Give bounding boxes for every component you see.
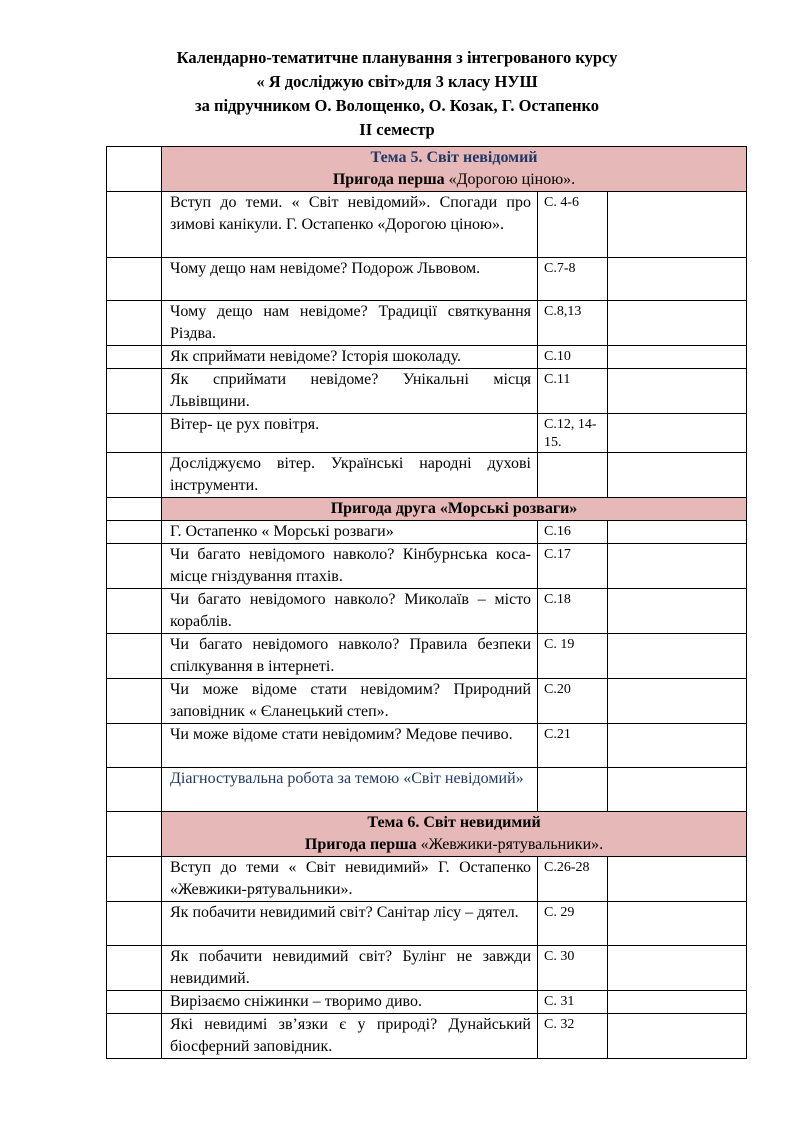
table-row	[107, 991, 747, 1014]
table-row	[107, 453, 747, 498]
pages-cell: С. 19	[538, 634, 608, 679]
pages-cell: С. 32	[538, 1014, 608, 1059]
section-heading	[162, 498, 747, 521]
table-row	[107, 902, 747, 946]
adventure-label: Пригода перша	[332, 171, 445, 188]
number-cell	[107, 724, 162, 768]
table-row	[107, 679, 747, 724]
header-course: « Я досліджую світ»для 3 класу НУШ	[256, 72, 538, 91]
date-cell	[608, 724, 747, 768]
topic-cell: Як сприймати невідоме? Унікальні місця Львівщини.	[162, 369, 538, 414]
topic-cell: Вирізаємо сніжинки – творимо диво.	[162, 991, 538, 1014]
adventure-label: Пригода перша	[304, 836, 417, 853]
number-cell	[107, 544, 162, 589]
number-cell	[107, 589, 162, 634]
header-textbook: за підручником О. Волощенко, О. Козак, Г. Остапенко	[194, 96, 600, 115]
header-semester: ІІ семестр	[359, 120, 435, 139]
date-cell	[608, 521, 747, 544]
theme-title: Тема 5. Світ невідомий	[370, 149, 538, 166]
pages-cell	[538, 453, 608, 498]
number-cell	[107, 768, 162, 812]
table-row	[107, 589, 747, 634]
theme-title: Тема 6. Світ невидимий	[367, 814, 541, 831]
topic-cell: Як побачити невидимий світ? Санітар лісу – дятел.	[162, 902, 538, 946]
table-row	[107, 1014, 747, 1059]
table-row	[107, 724, 747, 768]
pages-cell: С.16	[538, 521, 608, 544]
number-cell	[107, 414, 162, 453]
date-cell	[608, 634, 747, 679]
topic-cell: Як сприймати невідоме? Історія шоколаду.	[162, 346, 538, 369]
pages-cell: С. 31	[538, 991, 608, 1014]
table-row	[107, 369, 747, 414]
table-row	[107, 857, 747, 902]
topic-cell: Діагностувальна робота за темою «Світ невідомий»	[162, 768, 538, 812]
topic-cell: Досліджуємо вітер. Українські народні духові інструменти.	[162, 453, 538, 498]
number-cell	[107, 991, 162, 1014]
topic-cell: Які невидимі зв’язки є у природі? Дунайський біосферний заповідник.	[162, 1014, 538, 1059]
date-cell	[608, 369, 747, 414]
date-cell	[608, 857, 747, 902]
topic-cell: Чи може відоме стати невідомим? Медове печиво.	[162, 724, 538, 768]
date-cell	[608, 946, 747, 991]
date-cell	[608, 544, 747, 589]
number-cell	[107, 147, 162, 192]
topic-cell: Чи багато невідомого навколо? Правила безпеки спілкування в інтернеті.	[162, 634, 538, 679]
topic-cell: Чому дещо нам невідоме? Традиції святкування Різдва.	[162, 301, 538, 346]
section-row-adventure-2	[107, 498, 747, 521]
date-cell	[608, 768, 747, 812]
table-row	[107, 258, 747, 301]
header-title: Календарно-тематитчне планування з інтегрованого курсу	[176, 48, 618, 67]
number-cell	[107, 857, 162, 902]
pages-cell: С.18	[538, 589, 608, 634]
table-row	[107, 768, 747, 812]
table-row	[107, 946, 747, 991]
pages-cell: С.20	[538, 679, 608, 724]
date-cell	[608, 679, 747, 724]
topic-cell: Г. Остапенко « Морські розваги»	[162, 521, 538, 544]
topic-cell: Чи багато невідомого навколо? Миколаїв – місто кораблів.	[162, 589, 538, 634]
topic-cell: Чи може відоме стати невідомим? Природний заповідник « Єланецький степ».	[162, 679, 538, 724]
table-row	[107, 521, 747, 544]
pages-cell: С.17	[538, 544, 608, 589]
pages-cell: С.21	[538, 724, 608, 768]
table-row	[107, 192, 747, 258]
number-cell	[107, 369, 162, 414]
number-cell	[107, 301, 162, 346]
table-row	[107, 301, 747, 346]
number-cell	[107, 453, 162, 498]
section-heading	[162, 812, 747, 857]
pages-cell: С.7-8	[538, 258, 608, 301]
pages-cell	[538, 768, 608, 812]
topic-cell: Вступ до теми. « Світ невідомий». Спогади про зимові канікули. Г. Остапенко «Дорогою ціною».	[162, 192, 538, 258]
date-cell	[608, 414, 747, 453]
pages-cell: С. 29	[538, 902, 608, 946]
date-cell	[608, 991, 747, 1014]
topic-cell: Вітер- це рух повітря.	[162, 414, 538, 453]
number-cell	[107, 679, 162, 724]
number-cell	[107, 498, 162, 521]
date-cell	[608, 453, 747, 498]
planning-table	[106, 146, 747, 1059]
number-cell	[107, 1014, 162, 1059]
pages-cell: С.12, 14-15.	[538, 414, 608, 453]
topic-cell: Чи багато невідомого навколо? Кінбурнська коса- місце гніздування птахів.	[162, 544, 538, 589]
topic-cell: Вступ до теми « Світ невидимий» Г. Остапенко «Жевжики-рятувальники».	[162, 857, 538, 902]
pages-cell: С.8,13	[538, 301, 608, 346]
date-cell	[608, 589, 747, 634]
section-row-theme-5	[107, 147, 747, 192]
document-header	[0, 46, 794, 142]
section-row-theme-6	[107, 812, 747, 857]
number-cell	[107, 521, 162, 544]
topic-cell: Як побачити невидимий світ? Булінг не завжди невидимий.	[162, 946, 538, 991]
date-cell	[608, 258, 747, 301]
table-row	[107, 414, 747, 453]
number-cell	[107, 346, 162, 369]
number-cell	[107, 192, 162, 258]
table-row	[107, 634, 747, 679]
date-cell	[608, 346, 747, 369]
date-cell	[608, 1014, 747, 1059]
table-row	[107, 544, 747, 589]
adventure-title: Пригода друга «Морські розваги»	[330, 500, 578, 517]
number-cell	[107, 902, 162, 946]
pages-cell: С. 30	[538, 946, 608, 991]
pages-cell: С. 4-6	[538, 192, 608, 258]
pages-cell: С.26-28	[538, 857, 608, 902]
adventure-name: «Дорогою ціною».	[448, 171, 576, 188]
number-cell	[107, 812, 162, 857]
pages-cell: С.10	[538, 346, 608, 369]
section-heading	[162, 147, 747, 192]
number-cell	[107, 634, 162, 679]
date-cell	[608, 301, 747, 346]
date-cell	[608, 902, 747, 946]
number-cell	[107, 946, 162, 991]
date-cell	[608, 192, 747, 258]
table-row	[107, 346, 747, 369]
topic-cell: Чому дещо нам невідоме? Подорож Львовом.	[162, 258, 538, 301]
number-cell	[107, 258, 162, 301]
adventure-name: «Жевжики-рятувальники».	[420, 836, 604, 853]
pages-cell: С.11	[538, 369, 608, 414]
